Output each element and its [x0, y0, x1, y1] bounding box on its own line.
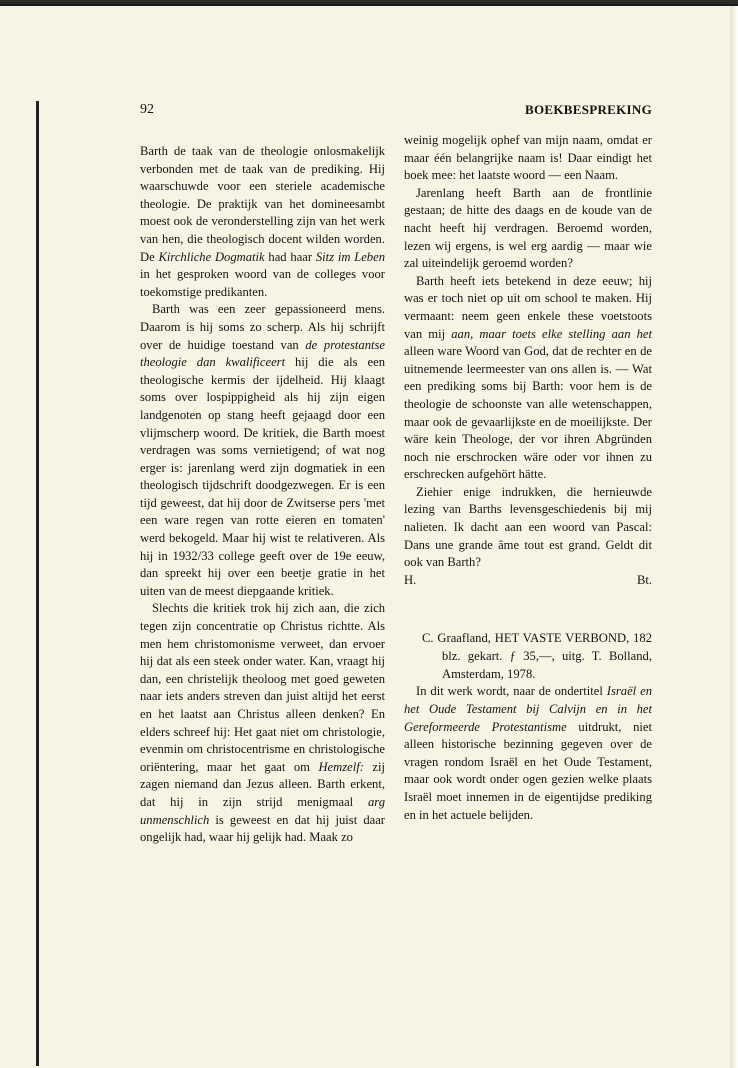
- signature-line: [404, 572, 652, 590]
- paragraph: Barth was een zeer gepassioneerd mens. Daarom is hij soms zo scherp. Als hij schrijft over de huidige toestand van de protestantse theologie dan kwalificeert hij die als een theologische kermis der ijdelheid. Hij klaagt soms over lospippigheid als hij zijn eigen landgenoten op stang heeft gejaagd door een vlijmscherp woord. De kritiek, die Barth moest verdragen was soms vernietigend; of wat nog erger is: jarenlang werd zijn dogmatiek in een theologisch tijdschrift doodgezwegen. Er is een tijd geweest, dat hij door de Zwitserse pers 'met een ware regen van rotte eieren en tomaten' werd bekogeld. Maar hij wist te relativeren. Als hij in 1932/33 college geeft over de 19e eeuw, dan spreekt hij over een beetje gratie in het uiten van de meest diepgaande kritiek.: [140, 302, 385, 598]
- paragraph: Barth de taak van de theologie onlosmakelijk verbonden met de taak van de prediking. Hij waarschuwde voor een steriele academische theologie. De praktijk van het domineesambt moest ook de veronderstelling zijn van het werk van hen, die theologisch docent wilden worden. De Kirchliche Dogmatik had haar Sitz im Leben in het gesproken woord van de colleges voor toekomstige predikanten.: [140, 144, 385, 299]
- signature-author: Bt.: [636, 572, 652, 587]
- binding-shadow: [36, 101, 39, 1066]
- review-heading: C. Graafland, HET VASTE VERBOND, 182 blz. gekart. ƒ 35,—, uitg. T. Bolland, Amsterdam, 1978.: [422, 631, 652, 682]
- book-page: [0, 4, 738, 1068]
- paragraph: Ziehier enige indrukken, die hernieuwde lezing van Barths levensgeschiedenis bij mij nalieten. Ik dacht aan een woord van Pascal: Dans une grande âme tout est grand. Geldt dit ook van Barth?: [404, 484, 652, 570]
- running-head: BOEKBESPREKING: [524, 102, 652, 117]
- paragraph: Jarenlang heeft Barth aan de frontlinie gestaan; de hitte des daags en de koude van de nacht heeft hij verdragen. Beroemd worden, lezen wij ergens, is wel erg aardig — maar wie zal uiteindelijk geroemd worden?: [404, 185, 652, 271]
- page-edge: [730, 6, 738, 1068]
- paragraph: Slechts die kritiek trok hij zich aan, die zich tegen zijn concentratie op Christus richtte. Als men hem christomonisme verweet, dan ervoer hij dat als een steek onder water. Kan, vraagt hij dan, een christelijk theoloog met goed geweten naar iets anders streven dan juist altijd het eerst en het laatst aan Christus alleen denken? En elders schreef hij: Het gaat niet om christologie, evenmin om christocentrisme en christologische oriëntering, maar het gaat om Hemzelf: zij zagen niemand dan Jezus alleen. Barth erkent, dat hij in zijn strijd menigmaal arg unmenschlich is geweest en dat hij juist daar ongelijk had, waar hij gelijk had. Maak zo: [140, 601, 385, 845]
- page-number: 92: [140, 102, 154, 117]
- paragraph: Barth heeft iets betekend in deze eeuw; hij was er toch niet op uit om school te maken. Hij vermaant: neem geen enkele these voetstoots van mij aan, maar toets elke stelling aan het alleen ware Woord van God, dat de rechter en de uitnemende leermeester van ons allen is. — Wat een prediking soms bij Barth: voor hem is de theologie de schoonste van alle wetenschappen, maar ook de gevaarlijkste en de moeilijkste. Der wäre kein Theologe, der vor ihren Abgründen noch nie erschrocken wäre oder vor ihnen zu erschrecken aufgehört hätte.: [404, 273, 652, 482]
- paragraph: weinig mogelijk ophef van mijn naam, omdat er maar één belangrijke naam is! Daar eindigt het boek mee: het laatste woord — een Naam.: [404, 133, 652, 183]
- left-column: [140, 143, 385, 847]
- right-column: [404, 132, 652, 824]
- paragraph: In dit werk wordt, naar de ondertitel Israël en het Oude Testament bij Calvijn en in het Gereformeerde Protestantisme uitdrukt, niet alleen historische bezinning gegeven over de vragen rondom Israël en het Oude Testament, maar ook wordt onder ogen gezien welke plaats Israël moet innemen in de eigentijdse prediking en in het actuele belijden.: [404, 684, 652, 822]
- signature-initial: H.: [404, 572, 417, 587]
